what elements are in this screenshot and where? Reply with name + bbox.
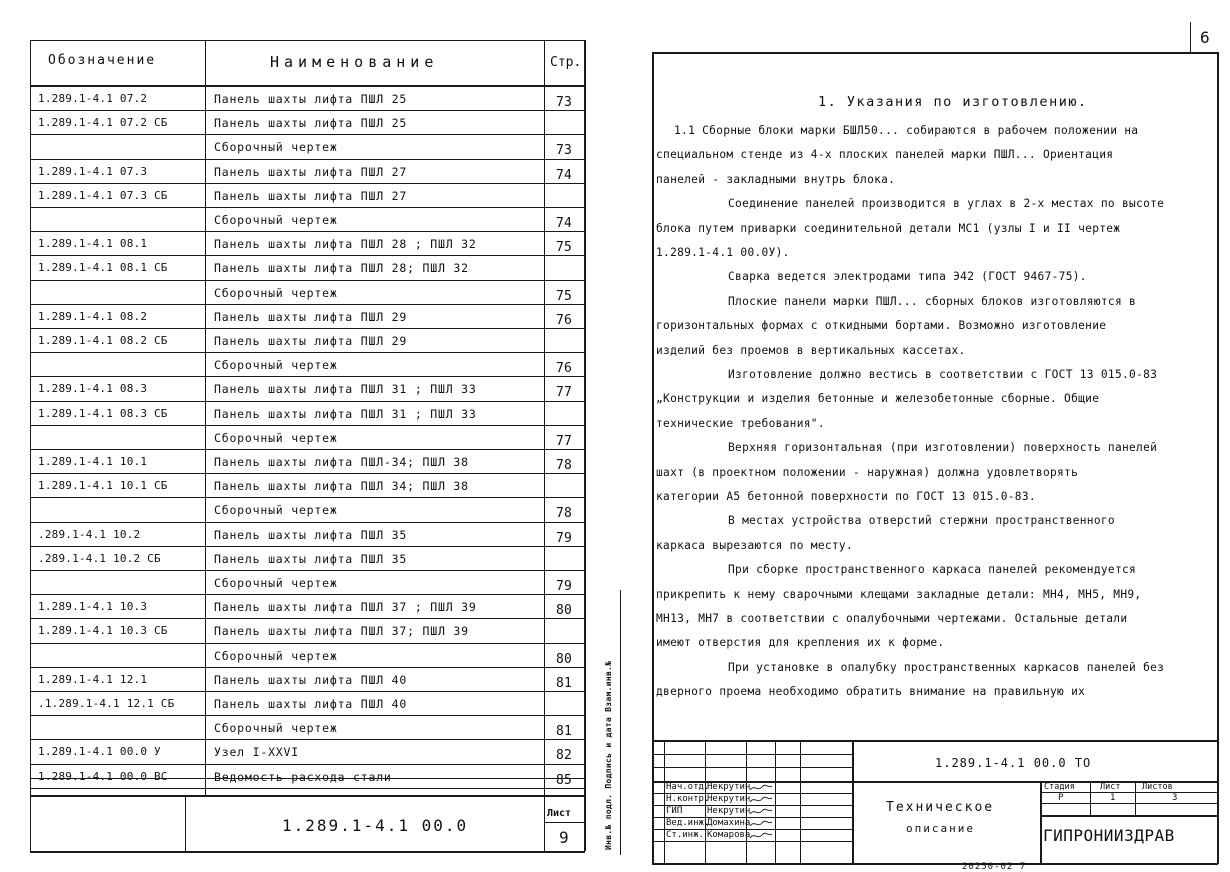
row-name: Панель шахты лифта ПШЛ 25 — [214, 116, 408, 131]
text-line: МН13, МН7 в соответствии с опалубочными чертежами. Остальные детали — [656, 612, 1128, 625]
row-designation: 1.289.1-4.1 10.3 СБ — [38, 624, 168, 638]
row-name: Сборочный чертеж — [214, 358, 338, 373]
row-designation: 1.289.1-4.1 08.1 СБ — [38, 261, 168, 275]
header-name: Наименование — [270, 53, 439, 71]
row-name: Сборочный чертеж — [214, 140, 338, 155]
row-name: Панель шахты лифта ПШЛ-34; ПШЛ 38 — [214, 455, 469, 469]
signature-scribble — [748, 831, 774, 841]
organization-name: ГИПРОНИИЗДРАВ — [1043, 826, 1175, 845]
row-name: Панель шахты лифта ПШЛ 27 — [214, 188, 408, 203]
row-page: 76 — [556, 361, 573, 377]
row-name: Панель шахты лифта ПШЛ 29 — [214, 334, 408, 348]
signature-name: Некрутин — [707, 806, 751, 816]
doc-title-line2: описание — [906, 822, 975, 835]
row-designation: 1.289.1-4.1 08.3 СБ — [38, 406, 168, 420]
row-designation: 1.289.1-4.1 10.1 — [38, 455, 148, 468]
row-page: 73 — [556, 143, 573, 159]
signature-role: Нач.отд. — [666, 782, 710, 792]
text-line: дверного проема необходимо обратить внимание на правильную их — [656, 685, 1086, 699]
text-line: прикрепить к нему сварочными клещами закладные детали: МН4, МН5, МН9, — [656, 587, 1142, 601]
signature-name: Комарова — [707, 830, 751, 840]
row-name: Панель шахты лифта ПШЛ 37; ПШЛ 39 — [214, 624, 469, 639]
row-page: 74 — [556, 216, 573, 231]
row-designation: 1.289.1-4.1 07.3 СБ — [38, 188, 168, 202]
text-line: горизонтальных формах с откидными бортами. Возможно изготовление — [656, 319, 1107, 333]
text-line: шахт (в проектном положении - наружная) должна удовлетворять — [656, 465, 1079, 479]
text-line: панелей - закладными внутрь блока. — [656, 172, 896, 186]
text-line: „Конструкции и изделия бетонные и железобетонные сборные. Общие — [656, 392, 1100, 406]
signature-role: ГИП — [666, 806, 683, 816]
row-page: 79 — [556, 579, 573, 594]
row-page: 74 — [556, 167, 573, 183]
sheet-value: 1 — [1110, 793, 1116, 803]
signature-name: Домахина — [707, 818, 751, 828]
row-name: Сборочный чертеж — [214, 430, 338, 445]
row-page: 81 — [556, 675, 573, 691]
text-line: категории А5 бетонной поверхности по ГОСТ 13 015.0-83. — [656, 490, 1036, 503]
row-page: 75 — [556, 288, 573, 304]
sheets-value: 3 — [1172, 793, 1178, 803]
row-name: Сборочный чертеж — [214, 721, 338, 736]
text-line: При сборке пространственного каркаса панелей рекомендуется — [728, 563, 1137, 577]
row-page: 79 — [556, 530, 573, 546]
doc-title-line1: Техническое — [886, 800, 995, 815]
sheets-label: Листов — [1142, 782, 1173, 792]
text-line: 1.1 Сборные блоки марки БШЛ50... собираются в рабочем положении на — [674, 124, 1139, 137]
row-page: 73 — [556, 95, 573, 110]
row-name: Панель шахты лифта ПШЛ 31 ; ПШЛ 33 — [214, 382, 477, 397]
row-page: 80 — [556, 651, 573, 667]
doc-code: 1.289.1-4.1 00.0 ТО — [935, 756, 1092, 770]
row-page: 76 — [556, 312, 573, 328]
row-name: Панель шахты лифта ПШЛ 29 — [214, 309, 408, 324]
row-name: Сборочный чертеж — [214, 285, 338, 300]
signature-role: Вед.инж. — [666, 818, 710, 828]
text-line: изделий без проемов в вертикальных кассетах. — [656, 343, 966, 357]
row-designation: .289.1-4.1 10.2 — [38, 527, 141, 541]
row-page: 82 — [556, 748, 573, 764]
section-heading: 1. Указания по изготовлению. — [818, 94, 1088, 110]
row-name: Панель шахты лифта ПШЛ 37 ; ПШЛ 39 — [214, 600, 477, 615]
row-designation: 1.289.1-4.1 08.1 — [38, 237, 148, 251]
text-line: В местах устройства отверстий стержни пространственного — [728, 514, 1115, 528]
row-name: Узел I-XXVI — [214, 745, 299, 760]
stage-value: Р — [1058, 793, 1064, 803]
text-line: специальном стенде из 4-х плоских панелей марки ПШЛ... Ориентация — [656, 148, 1114, 162]
text-line: каркаса вырезаются по месту. — [656, 538, 853, 552]
row-designation: .289.1-4.1 10.2 СБ — [38, 551, 161, 565]
bottom-code: 20250-02 7 — [962, 862, 1027, 872]
text-line: Плоские панели марки ПШЛ... сборных блоков изготовляются в — [728, 294, 1137, 308]
row-designation: 1.289.1-4.1 10.3 — [38, 600, 148, 614]
row-page: 78 — [556, 458, 573, 473]
row-name: Панель шахты лифта ПШЛ 34; ПШЛ 38 — [214, 479, 469, 494]
row-name: Панель шахты лифта ПШЛ 35 — [214, 551, 408, 566]
row-name: Сборочный чертеж — [214, 648, 338, 663]
stage-label: Стадия — [1044, 782, 1075, 792]
row-page: 78 — [556, 506, 573, 522]
row-designation: 1.289.1-4.1 07.3 — [38, 164, 148, 178]
row-name: Панель шахты лифта ПШЛ 40 — [214, 672, 408, 687]
text-line: блока путем приварки соединительной детали МС1 (узлы I и II чертеж — [656, 221, 1121, 235]
row-designation: 1.289.1-4.1 12.1 — [38, 672, 148, 686]
row-designation: 1.289.1-4.1 00.0 ВС — [38, 769, 168, 783]
signature-scribble — [748, 807, 774, 817]
signature-role: Н.контр. — [666, 794, 710, 804]
row-name: Панель шахты лифта ПШЛ 25 — [214, 92, 408, 106]
row-name: Сборочный чертеж — [214, 503, 338, 518]
sheet-number: 9 — [559, 828, 569, 847]
row-page: 81 — [556, 724, 573, 740]
row-name: Панель шахты лифта ПШЛ 35 — [214, 527, 408, 542]
page-number: 6 — [1200, 28, 1210, 47]
signature-name: Некрутин — [707, 782, 751, 792]
row-name: Панель шахты лифта ПШЛ 28; ПШЛ 32 — [214, 261, 469, 276]
row-name: Панель шахты лифта ПШЛ 28 ; ПШЛ 32 — [214, 237, 477, 252]
signature-scribble — [748, 795, 774, 805]
sheet-label: Лист — [547, 808, 572, 819]
text-line: Изготовление должно вестись в соответствии с ГОСТ 13 015.0-83 — [728, 368, 1158, 381]
signature-scribble — [748, 783, 774, 793]
row-designation: 1.289.1-4.1 08.3 — [38, 382, 148, 396]
header-page: Стр. — [550, 55, 582, 70]
signature-role: Ст.инж. — [666, 830, 704, 840]
text-line: Соединение панелей производится в углах в 2-х местах по высоте — [728, 197, 1165, 211]
signature-name: Некрутин — [707, 794, 751, 804]
row-designation: 1.289.1-4.1 00.0 У — [38, 745, 161, 759]
row-name: Панель шахты лифта ПШЛ 31 ; ПШЛ 33 — [214, 406, 477, 421]
row-designation: 1.289.1-4.1 10.1 СБ — [38, 479, 168, 493]
row-page: 77 — [556, 385, 573, 401]
row-designation: 1.289.1-4.1 08.2 — [38, 309, 148, 323]
row-page: 80 — [556, 603, 573, 619]
row-name: Ведомость расхода стали — [214, 769, 392, 784]
row-page: 75 — [556, 240, 573, 256]
row-name: Сборочный чертеж — [214, 576, 338, 590]
footer-code: 1.289.1-4.1 00.0 — [282, 816, 469, 835]
row-name: Панель шахты лифта ПШЛ 40 — [214, 697, 408, 711]
text-line: 1.289.1-4.1 00.0У). — [656, 246, 790, 259]
row-name: Панель шахты лифта ПШЛ 27 — [214, 164, 408, 179]
sheet-label-right: Лист — [1100, 782, 1121, 792]
text-line: При установке в опалубку пространственных каркасов панелей без — [728, 660, 1165, 674]
side-stamp: Инв.№ подл. Подпись и дата Взам.инв.№ — [604, 660, 613, 850]
row-designation: .1.289.1-4.1 12.1 СБ — [38, 697, 175, 710]
text-line: Сварка ведется электродами типа Э42 (ГОСТ 9467-75). — [728, 270, 1087, 284]
row-designation: 1.289.1-4.1 07.2 СБ — [38, 116, 168, 130]
row-page: 85 — [556, 772, 573, 788]
text-line: Верхняя горизонтальная (при изготовлении) поверхность панелей — [728, 441, 1158, 455]
row-designation: 1.289.1-4.1 08.2 СБ — [38, 334, 168, 347]
row-page: 77 — [556, 433, 573, 449]
header-designation: Обозначение — [48, 53, 157, 68]
row-name: Сборочный чертеж — [214, 213, 338, 227]
text-line: технические требования". — [656, 416, 825, 430]
row-designation: 1.289.1-4.1 07.2 — [38, 92, 148, 105]
text-line: имеют отверстия для крепления их к форме. — [656, 636, 945, 650]
signature-scribble — [748, 819, 774, 829]
